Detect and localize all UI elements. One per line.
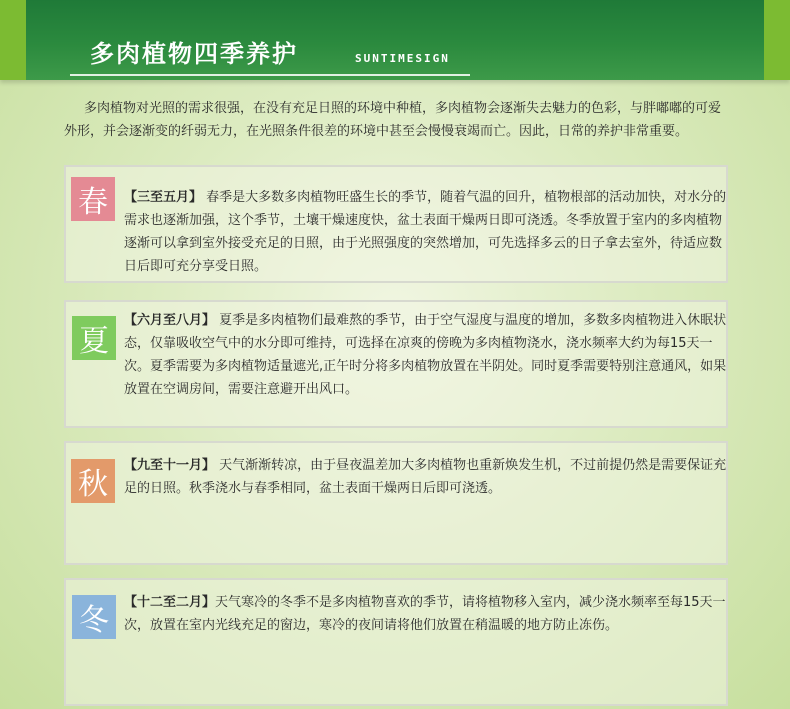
season-badge-winter [72,595,116,639]
season-badge-autumn [71,459,115,503]
page-title: 多肉植物四季养护 [90,40,298,68]
season-badge-summer [72,316,116,360]
season-range-winter: 【十二至二月】 [124,595,216,610]
season-text-winter [124,591,728,637]
season-char-winter: 冬 [79,603,109,638]
season-char-summer: 夏 [79,324,109,359]
season-range-summer: 【六月至八月】 [124,313,216,328]
title-underline [70,74,470,76]
season-char-autumn: 秋 [78,467,108,502]
season-badge-spring [71,177,115,221]
season-desc-autumn: 天气渐渐转凉，由于昼夜温差加大多肉植物也重新焕发生机，不过前提仍然是需要保证充足的日照。秋季浇水与春季相同，盆土表面干燥两日后即可浇透。 [124,458,727,496]
season-range-autumn: 【九至十一月】 [124,458,216,473]
season-desc-summer: 夏季是多肉植物们最难熬的季节，由于空气湿度与温度的增加，多数多肉植物进入休眠状态，仅靠吸收空气中的水分即可维持，可选择在凉爽的傍晚为多肉植物浇水，浇水频率大约为每15天一次。夏季需要为多肉植物适量遮光,正午时分将多肉植物放置在半阴处。同时夏季需要特别注意通风，如果放置在空调房间，需要注意避开出风口。 [124,313,727,397]
season-desc-winter: 天气寒冷的冬季不是多肉植物喜欢的季节，请将植物移入室内，减少浇水频率至每15天一次，放置在室内光线充足的窗边，寒冷的夜间请将他们放置在稍温暖的地方防止冻伤。 [124,595,726,633]
season-range-spring: 【三至五月】 [124,190,203,205]
season-char-spring: 春 [78,185,108,220]
season-text-autumn [124,454,728,500]
season-text-spring [124,186,728,278]
season-desc-spring: 春季是大多数多肉植物旺盛生长的季节，随着气温的回升，植物根部的活动加快，对水分的需求也逐渐加强，这个季节，土壤干燥速度快，盆土表面干燥两日即可浇透。冬季放置于室内的多肉植物逐渐可以拿到室外接受充足的日照，由于光照强度的突然增加，可先选择多云的日子拿去室外，待适应数日后即可充分享受日照。 [124,190,727,274]
intro-paragraph: 多肉植物对光照的需求很强，在没有充足日照的环境中种植，多肉植物会逐渐失去魅力的色彩，与胖嘟嘟的可爱外形，并会逐渐变的纤弱无力，在光照条件很差的环境中甚至会慢慢衰竭而亡。因此，日常的养护非常重要。 [64,101,722,139]
page-subtitle: SUNTIMESIGN [355,52,450,65]
season-text-summer [124,309,728,401]
